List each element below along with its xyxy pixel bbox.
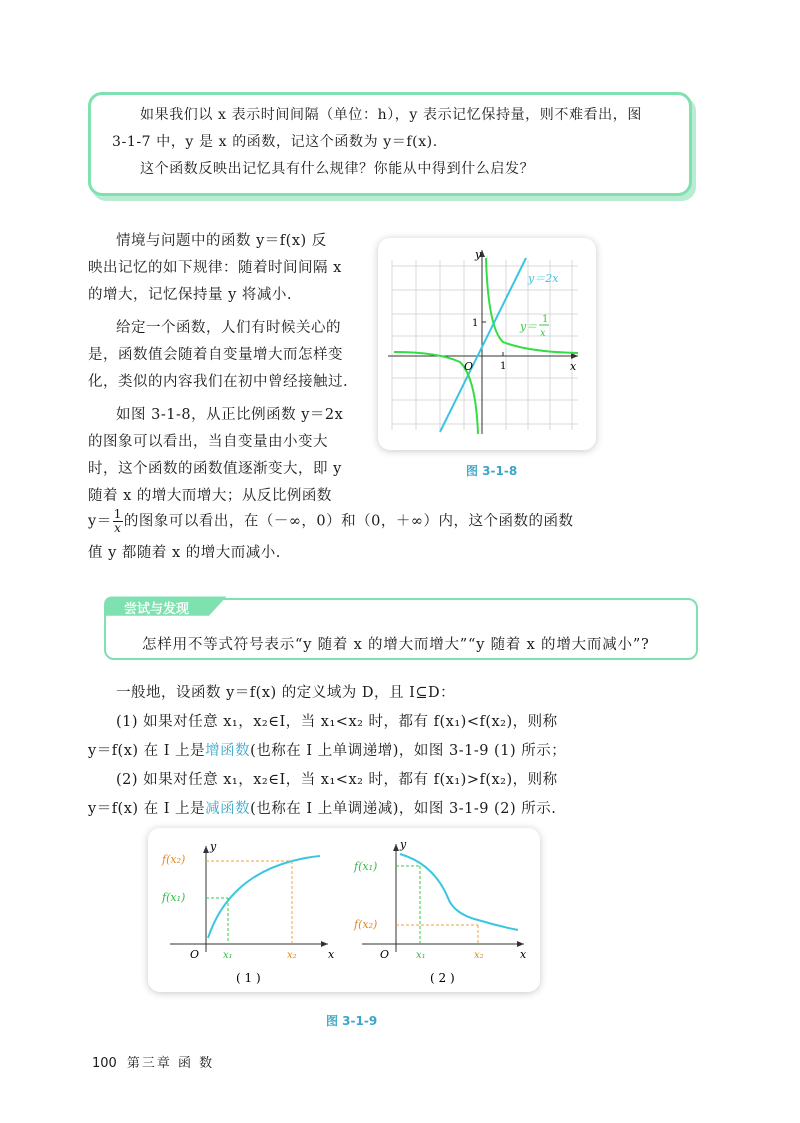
left-column-text (88, 228, 372, 510)
tick-y-1: 1 (472, 318, 479, 329)
page-footer (92, 1052, 214, 1071)
para2-line-2: 是，函数值会随着自变量增大而怎样变 (88, 347, 343, 363)
para1-line-2: 映出记忆的如下规律：随着时间间隔 x (88, 260, 342, 276)
right-sub-label: ( 2 ) (430, 971, 455, 985)
figure-3-1-8 (378, 238, 596, 450)
intro-line-3: 这个函数反映出记忆具有什么规律？你能从中得到什么启发？ (140, 161, 535, 177)
case2-pre: y＝f(x) 在 I 上是 (88, 801, 206, 817)
right-x2-label: x₂ (474, 950, 484, 961)
para1-line-1: 情境与问题中的函数 y＝f(x) 反 (116, 233, 327, 249)
definition-text (88, 680, 708, 823)
axis-x-label: x (570, 360, 577, 373)
case2-post: (也称在 I 上单调递减)，如图 3-1-9 (2) 所示. (250, 801, 557, 817)
left-x2-label: x₂ (287, 950, 297, 961)
para2-line-1: 给定一个函数，人们有时候关心的 (116, 320, 341, 336)
label-inv-den: x (540, 328, 546, 339)
decreasing-curve (400, 854, 518, 930)
term-decreasing-function: 减函数 (205, 801, 251, 817)
left-sub-label: ( 1 ) (236, 971, 261, 985)
left-x1-label: x₁ (223, 950, 233, 961)
case1-post: (也称在 I 上单调递增)，如图 3-1-9 (1) 所示； (250, 743, 567, 759)
label-y-2x: y＝2x (528, 272, 559, 285)
left-fx1-label: f(x₁) (162, 891, 186, 904)
tail-rest: 的图象可以看出，在（－∞，0）和（0，＋∞）内，这个函数的函数 (123, 513, 574, 530)
tail-line-2: 值 y 都随着 x 的增大而减小. (88, 544, 281, 561)
term-increasing-function: 增函数 (205, 743, 251, 759)
axis-y-label: y (475, 248, 482, 261)
graph-decreasing (353, 838, 527, 985)
caption-3-1-8: 图 3-1-8 (466, 464, 518, 478)
para3-line-3: 时，这个函数的函数值逐渐变大，即 y (88, 461, 342, 477)
intro-line-2: 3-1-7 中，y 是 x 的函数，记这个函数为 y＝f(x). (112, 134, 438, 150)
right-fx1-label: f(x₁) (354, 860, 378, 873)
page-number: 100 (92, 1056, 117, 1071)
figure-3-1-9-graphs (148, 828, 540, 992)
case1-pre: y＝f(x) 在 I 上是 (88, 743, 206, 759)
left-axis-y: y (210, 840, 217, 853)
para3-line-2: 的图象可以看出，当自变量由小变大 (88, 434, 328, 450)
right-x1-label: x₁ (416, 950, 426, 961)
tail-frac-den: x (114, 521, 122, 535)
right-origin: O (380, 948, 390, 961)
label-inv-num: 1 (542, 314, 549, 325)
right-axis-y: y (400, 838, 407, 851)
try-section-title: 尝试与发现 (124, 602, 190, 617)
para3-tail (88, 508, 708, 567)
para3-line-1: 如图 3-1-8，从正比例函数 y＝2x (116, 407, 344, 423)
chapter-title: 第三章 函 数 (126, 1056, 215, 1071)
case1-line-1: (1) 如果对任意 x₁，x₂∈I，当 x₁<x₂ 时，都有 f(x₁)<f(x₂)，则称 (116, 714, 558, 730)
figure-3-1-8-graph (378, 238, 596, 450)
right-axis-x: x (520, 948, 527, 961)
figure-3-1-9 (148, 828, 540, 992)
increasing-curve (208, 856, 320, 938)
try-section-question: 怎样用不等式符号表示“y 随着 x 的增大而增大”“y 随着 x 的增大而减小”? (142, 637, 650, 653)
origin-label: O (464, 360, 474, 373)
tail-y-eq: y＝ (88, 513, 112, 530)
label-y-inv: y＝ (520, 320, 538, 333)
tail-frac-num: 1 (113, 507, 122, 521)
intro-line-1: 如果我们以 x 表示时间间隔（单位：h），y 表示记忆保持量，则不难看出，图 (140, 107, 642, 123)
intro-text (112, 102, 678, 183)
left-origin: O (190, 948, 200, 961)
para1-line-3: 的增大，记忆保持量 y 将减小. (88, 287, 293, 303)
right-fx2-label: f(x₂) (354, 918, 378, 931)
case2-line-1: (2) 如果对任意 x₁，x₂∈I，当 x₁<x₂ 时，都有 f(x₁)>f(x₂)，则称 (116, 772, 558, 788)
graph-increasing (161, 840, 335, 985)
left-fx2-label: f(x₂) (162, 853, 186, 866)
para3-line-4: 随着 x 的增大而增大；从反比例函数 (88, 488, 332, 504)
tick-x-1: 1 (500, 361, 507, 372)
left-axis-x: x (328, 948, 335, 961)
tail-fraction (113, 508, 123, 535)
general-line-1: 一般地，设函数 y＝f(x) 的定义域为 D，且 I⊆D： (116, 685, 456, 701)
caption-3-1-9: 图 3-1-9 (326, 1014, 378, 1028)
para2-line-3: 化，类似的内容我们在初中曾经接触过. (88, 374, 349, 390)
